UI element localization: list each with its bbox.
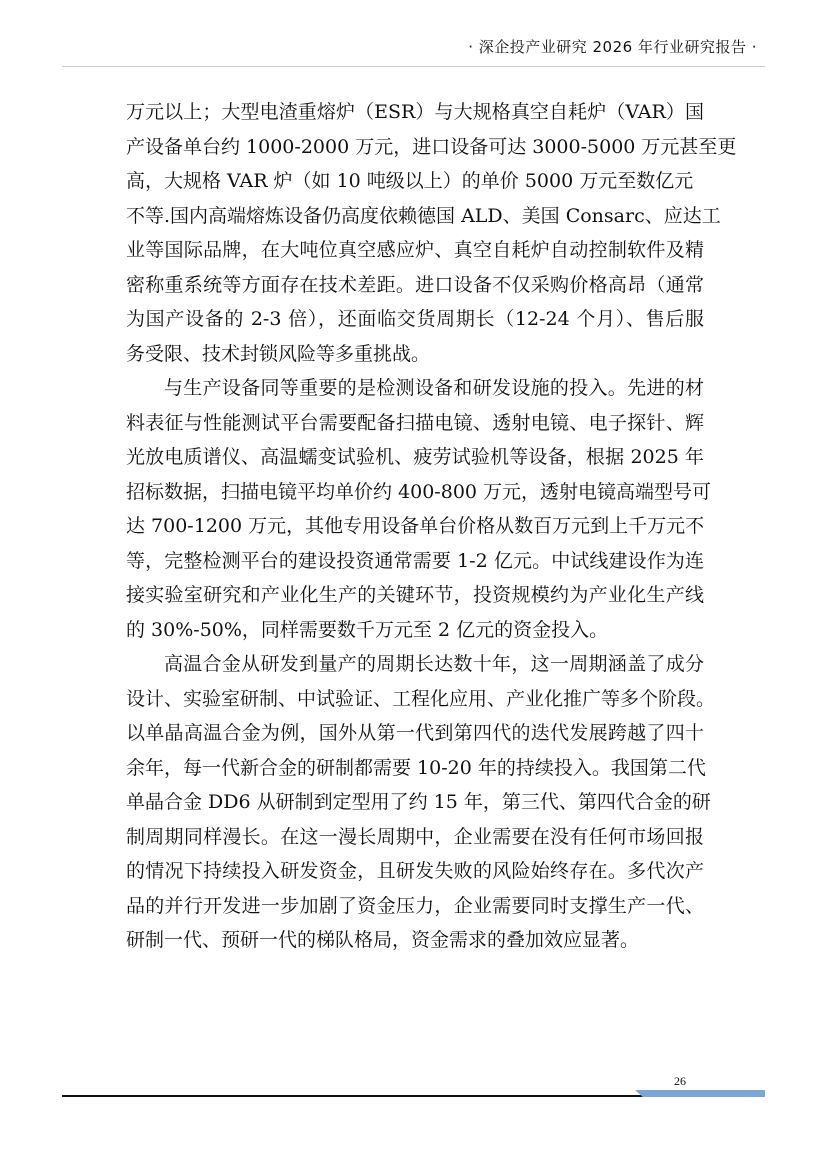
text-line: 等，完整检测平台的建设投资通常需要 1-2 亿元。中试线建设作为连 (126, 549, 704, 572)
paragraph-3 (126, 647, 716, 958)
text-line: 达 700-1200 万元，其他专用设备单台价格从数百万元到上千万元不 (126, 515, 705, 537)
text-line: 密称重系统等方面存在技术差距。进口设备不仅采购价格高昂（通常 (126, 273, 704, 296)
text-line: 产设备单台约 1000-2000 万元，进口设备可达 3000-5000 万元甚至更 (126, 135, 737, 158)
text-line: 品的并行开发进一步加剧了资金压力，企业需要同时支撑生产一代、 (126, 894, 704, 917)
text-line: 设计、实验室研制、中试验证、工程化应用、产业化推广等多个阶段。 (126, 687, 716, 710)
text-line: 单晶合金 DD6 从研制到定型用了约 15 年，第三代、第四代合金的研 (126, 791, 711, 813)
text-line: 制周期同样漫长。在这一漫长周期中，企业需要在没有任何市场回报 (126, 825, 704, 848)
page-header: · 深企投产业研究 2026 年行业研究报告 · (468, 38, 757, 56)
footer-rule (62, 1090, 765, 1100)
text-line: 余年，每一代新合金的研制都需要 10-20 年的持续投入。我国第二代 (126, 756, 706, 779)
text-line: 务受限、技术封锁风险等多重挑战。 (126, 342, 431, 365)
text-line: 万元以上；大型电渣重熔炉（ESR）与大规格真空自耗炉（VAR）国 (126, 101, 704, 123)
text-line: 业等国际品牌，在大吨位真空感应炉、真空自耗炉自动控制软件及精 (126, 239, 704, 261)
text-line: 的 30%-50%，同样需要数千万元至 2 亿元的资金投入。 (126, 618, 609, 641)
header-divider (62, 66, 765, 67)
text-line: 研制一代、预研一代的梯队格局，资金需求的叠加效应显著。 (126, 929, 640, 951)
paragraph-2 (126, 371, 712, 647)
text-line: 不等.国内高端熔炼设备仍高度依赖德国 ALD、美国 Consarc、应达工 (126, 204, 721, 227)
body-text (126, 95, 737, 958)
text-line: 以单晶高温合金为例，国外从第一代到第四代的迭代发展跨越了四十 (126, 722, 704, 744)
text-line: 料表征与性能测试平台需要配备扫描电镜、透射电镜、电子探针、辉 (126, 411, 704, 434)
text-line: 接实验室研究和产业化生产的关键环节，投资规模约为产业化生产线 (126, 584, 704, 606)
paragraph-1 (126, 95, 737, 371)
text-line: 光放电质谱仪、高温蠕变试验机、疲劳试验机等设备，根据 2025 年 (126, 446, 704, 468)
text-line: 高温合金从研发到量产的周期长达数十年，这一周期涵盖了成分 (164, 653, 704, 675)
page-number: 26 (674, 1074, 686, 1088)
text-line: 为国产设备的 2-3 倍），还面临交货周期长（12-24 个月）、售后服 (126, 308, 704, 330)
text-line: 招标数据，扫描电镜平均单价约 400-800 万元，透射电镜高端型号可 (126, 480, 712, 503)
text-line: 的情况下持续投入研发资金，且研发失败的风险始终存在。多代次产 (126, 860, 704, 882)
text-line: 高，大规格 VAR 炉（如 10 吨级以上）的单价 5000 万元至数亿元 (126, 170, 694, 192)
text-line: 与生产设备同等重要的是检测设备和研发设施的投入。先进的材 (164, 377, 704, 399)
footer-accent-tab (635, 1090, 765, 1097)
